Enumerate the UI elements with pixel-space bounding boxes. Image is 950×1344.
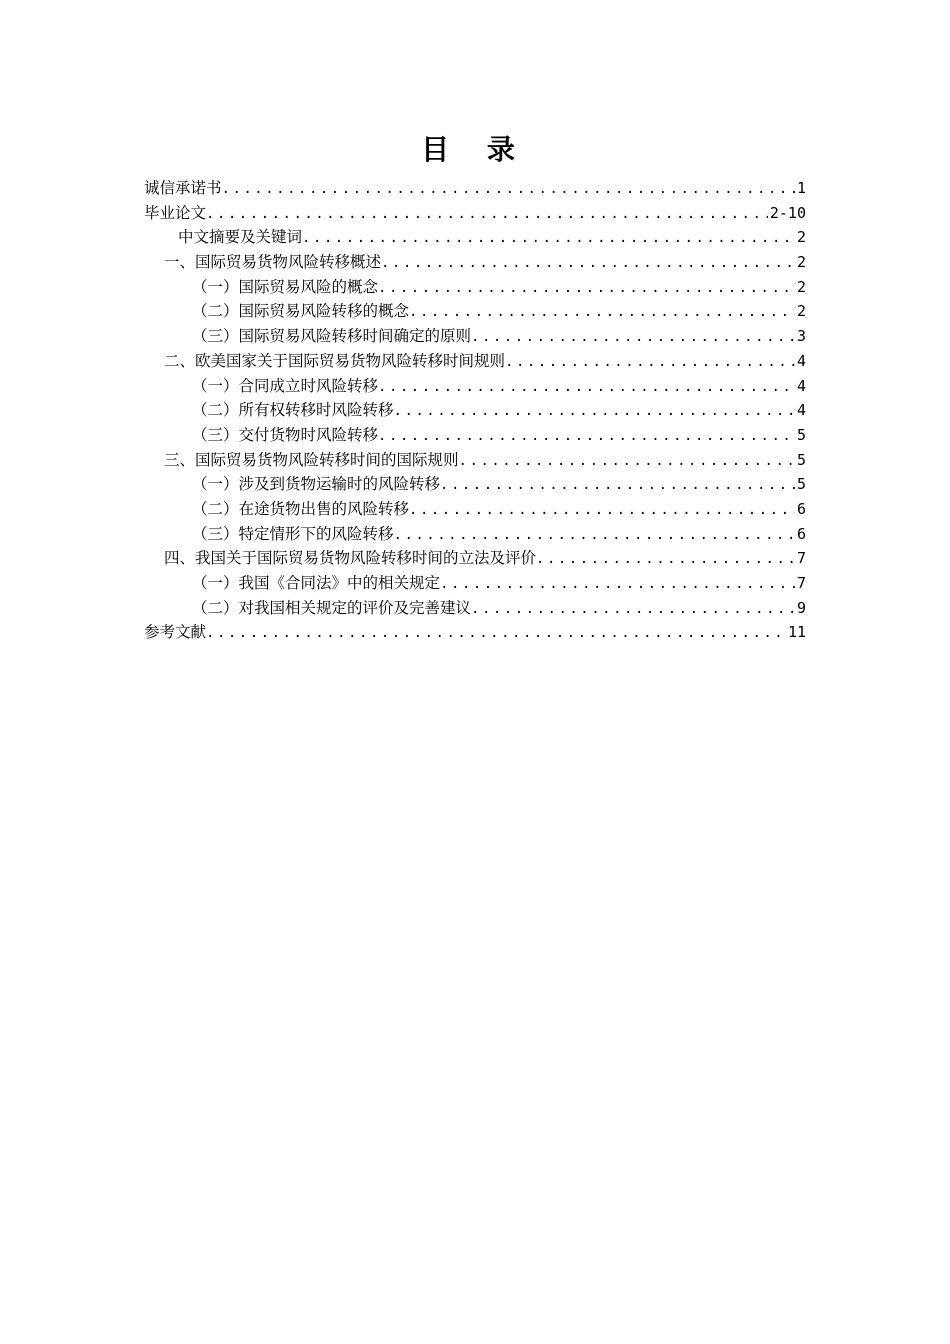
toc-entry-text: （三）特定情形下的风险转移: [192, 524, 394, 543]
toc-entry-page: 4: [796, 351, 806, 370]
toc-dot-leader: [440, 572, 795, 596]
toc-entry[interactable]: [144, 497, 806, 522]
toc-entry[interactable]: [144, 546, 806, 571]
toc-entry[interactable]: [144, 176, 806, 201]
toc-entry-page: 4: [796, 401, 806, 420]
toc-dot-leader: [536, 547, 795, 571]
toc-dot-leader: [409, 300, 795, 324]
toc-entry[interactable]: [144, 324, 806, 349]
toc-entry[interactable]: [144, 275, 806, 300]
toc-entry-page: 6: [796, 499, 806, 518]
toc-dot-leader: [471, 325, 795, 349]
toc-entry-page: 11: [787, 623, 806, 642]
toc-title: 目 录: [421, 133, 529, 166]
toc-entry-page: 7: [796, 574, 806, 592]
toc-entry-page: 1: [796, 179, 806, 197]
toc-entry-page: 7: [796, 549, 806, 568]
toc-entry-text: （二）所有权转移时风险转移: [192, 401, 394, 420]
toc-dot-leader: [394, 523, 795, 547]
toc-dot-leader: [378, 424, 795, 448]
toc-dot-leader: [378, 375, 795, 399]
toc-list: [144, 176, 806, 645]
toc-dot-leader: [378, 276, 795, 300]
toc-dot-leader: [302, 226, 795, 250]
toc-entry[interactable]: [144, 620, 806, 645]
toc-entry-text: （一）合同成立时风险转移: [192, 376, 379, 395]
toc-dot-leader: [459, 449, 795, 473]
toc-entry-text: 毕业论文: [144, 203, 207, 222]
toc-entry-page: 2: [796, 277, 806, 296]
toc-entry-text: （二）国际贸易风险转移的概念: [192, 302, 410, 321]
toc-dot-leader: [440, 473, 795, 497]
toc-entry[interactable]: [144, 201, 806, 226]
toc-entry-text: （三）交付货物时风险转移: [192, 425, 379, 444]
toc-entry-page: 2: [796, 253, 806, 272]
toc-entry-text: （三）国际贸易风险转移时间确定的原则: [192, 327, 472, 346]
toc-entry[interactable]: [144, 398, 806, 423]
toc-entry-text: 参考文献: [144, 623, 207, 642]
toc-entry-page: 2: [796, 302, 806, 321]
toc-entry-page: 5: [796, 475, 806, 494]
toc-entry-page: 5: [796, 425, 806, 444]
toc-entry-text: （一）涉及到货物运输时的风险转移: [192, 475, 441, 494]
toc-dot-leader: [409, 498, 795, 522]
toc-entry-page: 9: [796, 598, 806, 617]
toc-dot-leader: [381, 251, 795, 275]
toc-entry-text: 二、欧美国家关于国际贸易货物风险转移时间规则: [164, 351, 506, 370]
toc-dot-leader: [394, 399, 795, 423]
toc-entry[interactable]: [144, 472, 806, 497]
toc-entry-text: 中文摘要及关键词: [178, 228, 303, 247]
toc-dot-leader: [471, 597, 795, 621]
toc-entry-page: 3: [796, 327, 806, 346]
toc-dot-leader: [206, 202, 768, 226]
toc-entry[interactable]: [144, 250, 806, 275]
toc-entry-text: （一）国际贸易风险的概念: [192, 277, 379, 296]
toc-entry-text: （二）在途货物出售的风险转移: [192, 499, 410, 518]
toc-entry[interactable]: [144, 225, 806, 250]
toc-dot-leader: [222, 177, 795, 201]
toc-entry-text: （一）我国《合同法》中的相关规定: [192, 574, 441, 592]
toc-entry-text: 三、国际贸易货物风险转移时间的国际规则: [164, 450, 459, 469]
toc-entry-page: 2-10: [769, 203, 806, 222]
toc-entry-text: 一、国际贸易货物风险转移概述: [164, 253, 382, 272]
toc-dot-leader: [505, 350, 795, 374]
toc-entry[interactable]: [144, 571, 806, 596]
toc-entry[interactable]: [144, 596, 806, 621]
toc-entry-page: 2: [796, 228, 806, 247]
toc-entry-page: 4: [796, 376, 806, 395]
toc-entry-page: 6: [796, 524, 806, 543]
toc-entry-page: 5: [796, 450, 806, 469]
toc-dot-leader: [206, 621, 786, 645]
toc-entry-text: 诚信承诺书: [144, 179, 222, 197]
toc-entry[interactable]: [144, 374, 806, 399]
toc-entry[interactable]: [144, 522, 806, 547]
toc-entry[interactable]: [144, 448, 806, 473]
toc-entry-text: 四、我国关于国际贸易货物风险转移时间的立法及评价: [164, 549, 537, 568]
toc-entry[interactable]: [144, 299, 806, 324]
toc-entry[interactable]: [144, 349, 806, 374]
toc-entry[interactable]: [144, 423, 806, 448]
toc-entry-text: （二）对我国相关规定的评价及完善建议: [192, 598, 472, 617]
